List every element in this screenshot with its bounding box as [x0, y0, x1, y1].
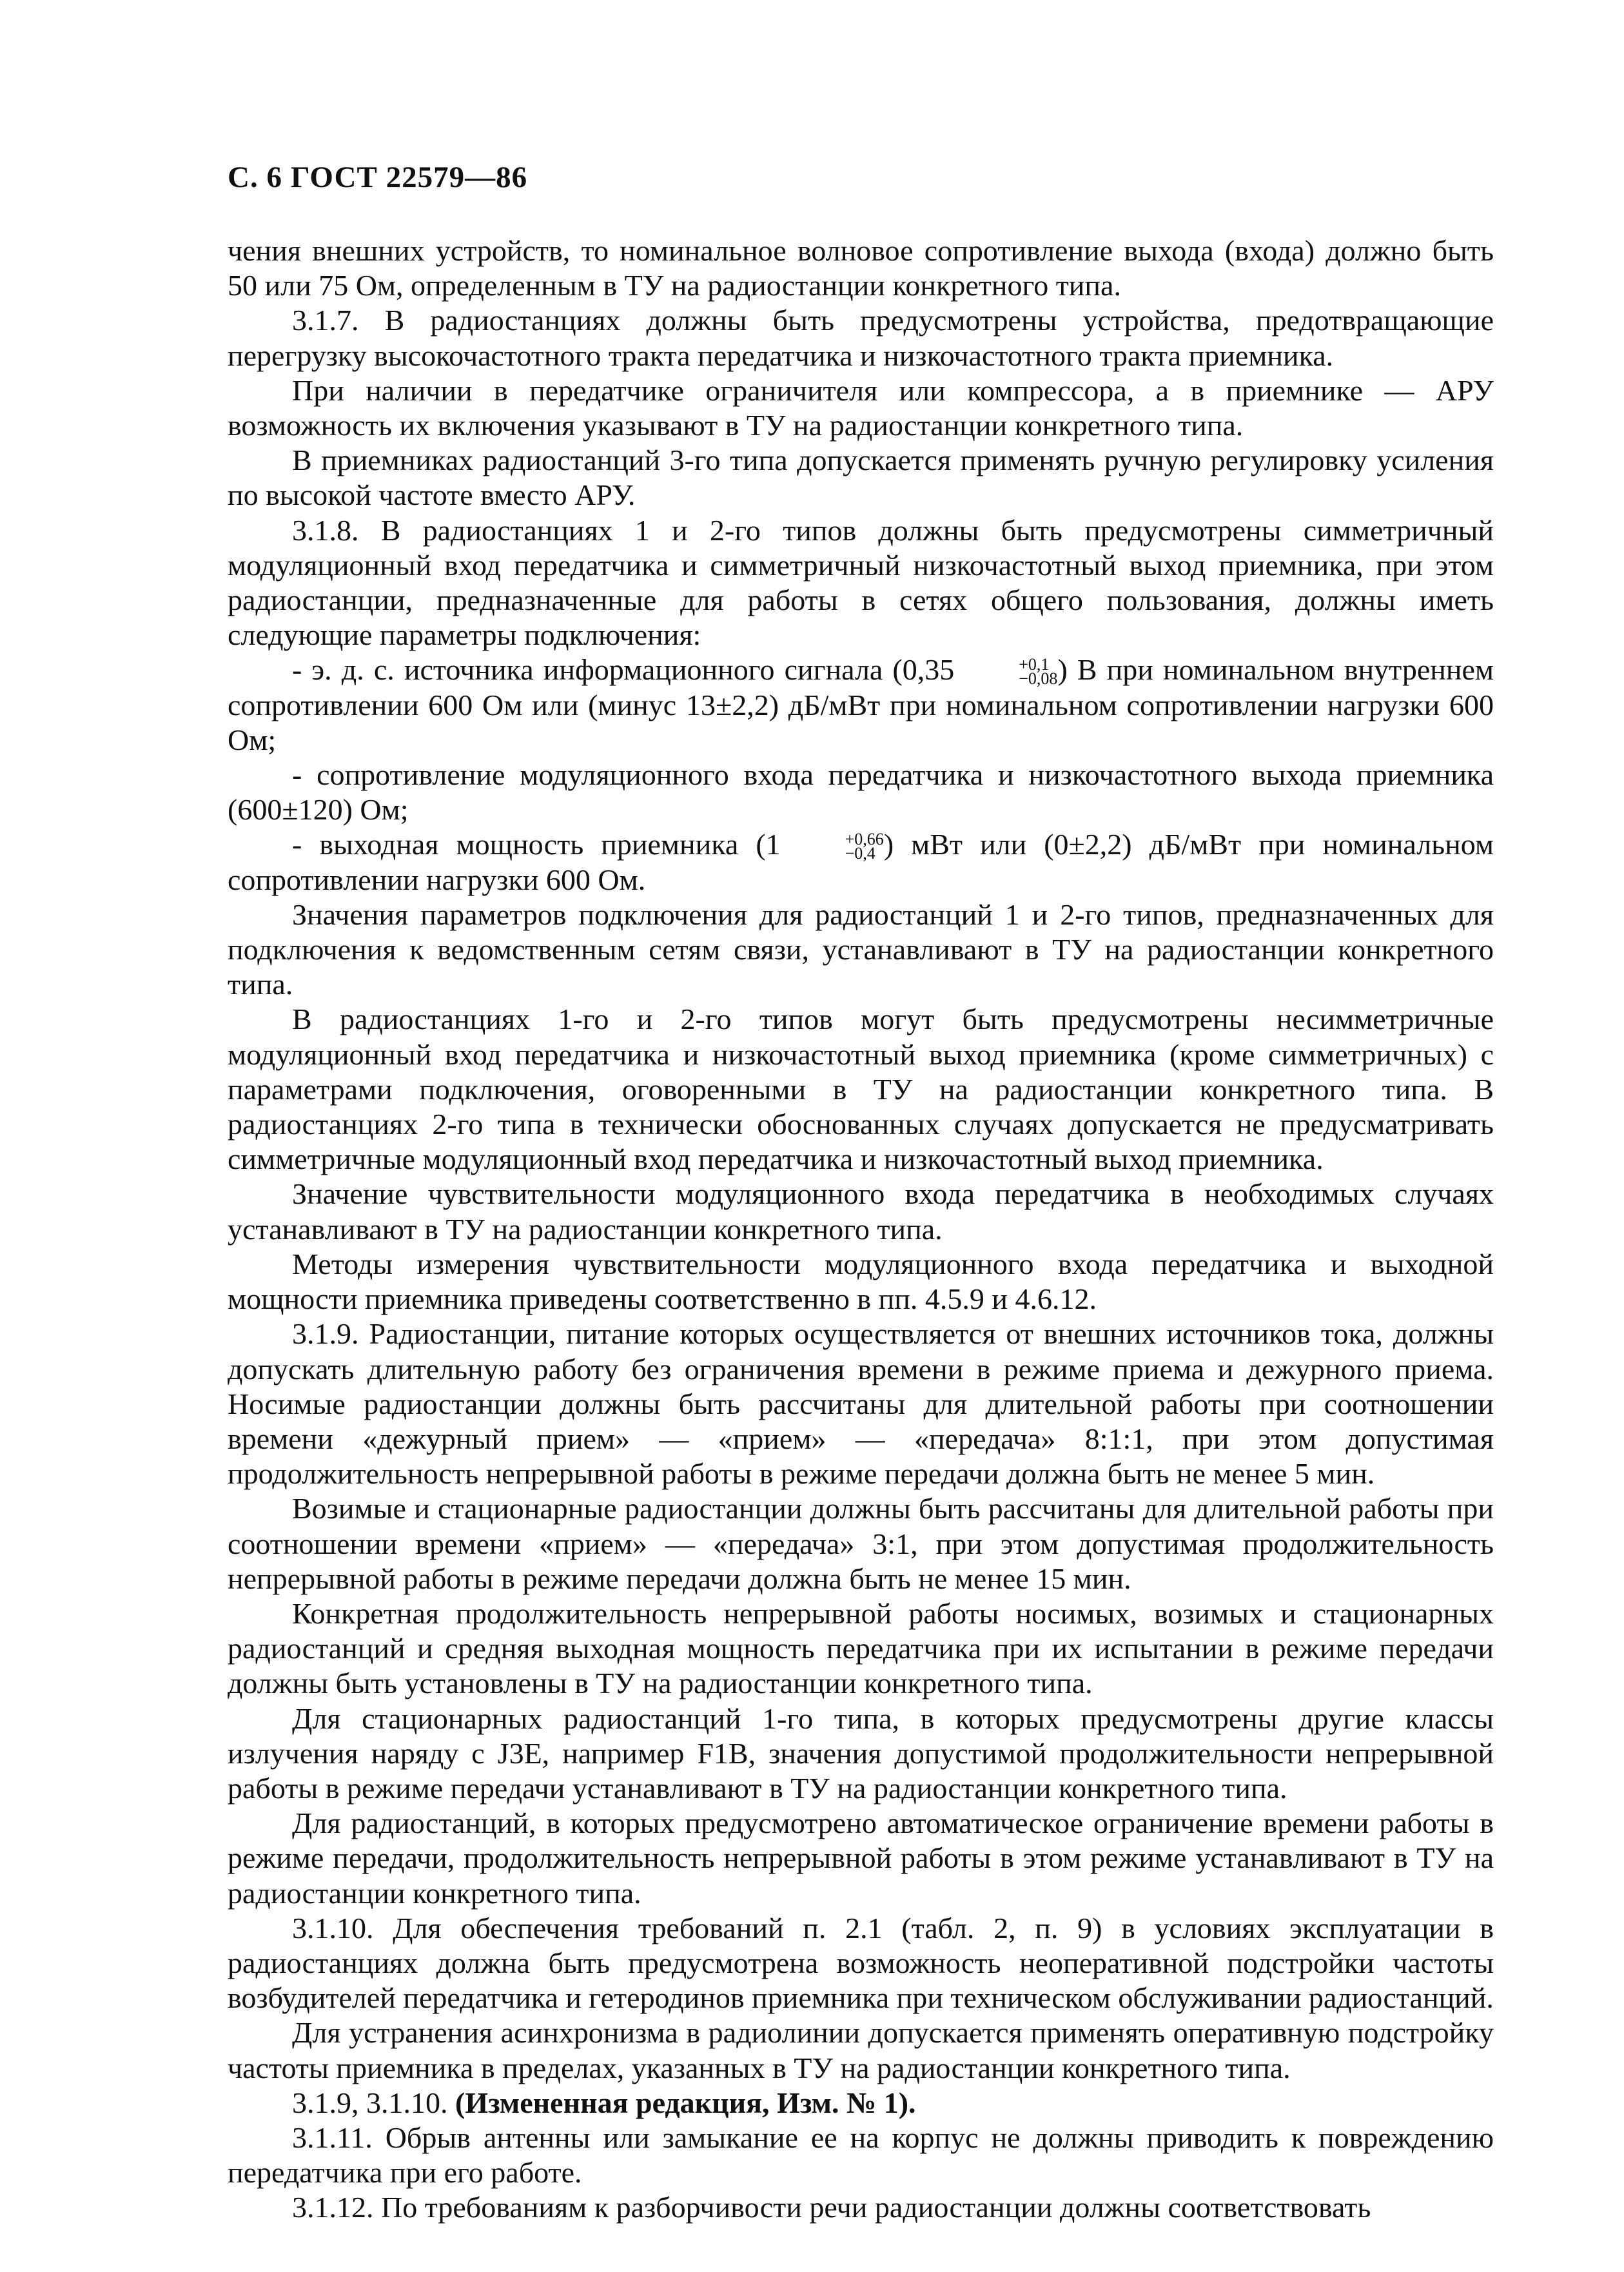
- paragraph: В приемниках радиостанций 3-го типа допускается применять ручную регулировку усиления по высокой частоте вместо АРУ.: [228, 444, 1494, 512]
- paragraph: 3.1.9. Радиостанции, питание которых осуществляется от внешних источников тока, должны допускать длительную работу без ограничения времени в режиме приема и дежурного приема. Носимые радиостанции должны быть рассчитаны для длительной работы при соотношении времени «дежурный прием» — «прием» — «передача» 8:1:1, при этом допустимая продолжительность непрерывной работы в режиме передачи должна быть не менее 5 мин.: [228, 1317, 1494, 1491]
- tolerance: [954, 654, 1058, 688]
- list-item-text: - э. д. с. источника информационного сигнала (0,35: [292, 653, 955, 687]
- paragraph: Значения параметров подключения для радиостанций 1 и 2-го типов, предназначенных для подключения к ведомственным сетям связи, устанавливают в ТУ на радиостанции конкретного типа.: [228, 897, 1494, 1001]
- tolerance: [781, 829, 884, 863]
- paragraph: Значение чувствительности модуляционного входа передатчика в необходимых случаях устанавливают в ТУ на радиостанции конкретного типа.: [228, 1177, 1494, 1246]
- tolerance-upper: +0,1: [1019, 654, 1050, 674]
- clause-refs: 3.1.9, 3.1.10.: [292, 2086, 455, 2119]
- paragraph: Для стационарных радиостанций 1-го типа, в которых предусмотрены другие классы излучения наряду с J3E, например F1B, значения допустимой продолжительности непрерывной работы в режиме передачи устанавливают в ТУ на радиостанции конкретного типа.: [228, 1701, 1494, 1805]
- paragraph: 3.1.11. Обрыв антенны или замыкание ее на корпус не должны приводить к повреждению передатчика при его работе.: [228, 2120, 1494, 2189]
- paragraph: При наличии в передатчике ограничителя или компрессора, а в приемнике — АРУ возможность их включения указывают в ТУ на радиостанции конкретного типа.: [228, 373, 1494, 442]
- list-item: - сопротивление модуляционного входа передатчика и низкочастотного выхода приемника (600±120) Ом;: [228, 758, 1494, 827]
- paragraph: Для радиостанций, в которых предусмотрено автоматическое ограничение времени работы в режиме передачи, продолжительность непрерывной работы в этом режиме устанавливают в ТУ на радиостанции конкретного типа.: [228, 1807, 1494, 1910]
- paragraph: 3.1.10. Для обеспечения требований п. 2.1 (табл. 2, п. 9) в условиях эксплуатации в радиостанциях должна быть предусмотрена возможность неоперативной подстройки частоты возбудителей передатчика и гетеродинов приемника при техническом обслуживании радиостанций.: [228, 1911, 1494, 2015]
- paragraph: Для устранения асинхронизма в радиолинии допускается применять оперативную подстройку частоты приемника в пределах, указанных в ТУ на радиостанции конкретного типа.: [228, 2016, 1494, 2084]
- page-header: С. 6 ГОСТ 22579—86: [228, 161, 528, 194]
- list-item: [228, 652, 1494, 758]
- tolerance-lower: −0,08: [1019, 669, 1058, 688]
- list-item: [228, 827, 1494, 897]
- revision-label: (Измененная редакция, Изм. № 1).: [455, 2086, 916, 2119]
- revision-note: [228, 2086, 1494, 2120]
- tolerance-upper: +0,66: [845, 829, 884, 848]
- list-item-text: - выходная мощность приемника (1: [292, 828, 781, 861]
- paragraph: Конкретная продолжительность непрерывной работы носимых, возимых и стационарных радиостанций и средняя выходная мощность передатчика при их испытании в режиме передачи должны быть установлены в ТУ на радиостанции конкретного типа.: [228, 1596, 1494, 1700]
- paragraph: чения внешних устройств, то номинальное волновое сопротивление выхода (входа) должно быть 50 или 75 Ом, определенным в ТУ на радиостанции конкретного типа.: [228, 234, 1494, 302]
- paragraph: Методы измерения чувствительности модуляционного входа передатчика и выходной мощности приемника приведены соответственно в пп. 4.5.9 и 4.6.12.: [228, 1247, 1494, 1316]
- paragraph: 3.1.8. В радиостанциях 1 и 2-го типов должны быть предусмотрены симметричный модуляционный вход передатчика и симметричный низкочастотный выход приемника, при этом радиостанции, предназначенные для работы в сетях общего пользования, должны иметь следующие параметры подключения:: [228, 513, 1494, 652]
- paragraph: 3.1.12. По требованиям к разборчивости речи радиостанции должны соответствовать: [292, 2191, 1371, 2224]
- paragraph: 3.1.7. В радиостанциях должны быть предусмотрены устройства, предотвращающие перегрузку высокочастотного тракта передатчика и низкочастотного тракта приемника.: [228, 304, 1494, 372]
- tolerance-lower: −0,4: [845, 843, 876, 863]
- paragraph: Возимые и стационарные радиостанции должны быть рассчитаны для длительной работы при соотношении времени «прием» — «передача» 3:1, при этом допустимая продолжительность непрерывной работы в режиме передачи должна быть не менее 15 мин.: [228, 1492, 1494, 1595]
- document-body: [228, 233, 1494, 2226]
- list-item-text: ) В при номинальном внутреннем сопротивлении 600 Ом или (минус 13±2,2) дБ/мВт при номинальном сопротивлении нагрузки 600 Ом;: [228, 653, 1494, 756]
- list-item-text: ) мВт или (0±2,2) дБ/мВт при номинальном сопротивлении нагрузки 600 Ом.: [228, 828, 1494, 896]
- paragraph: В радиостанциях 1-го и 2-го типов могут быть предусмотрены несимметричные модуляционный вход передатчика и низкочастотный выход приемника (кроме симметричных) с параметрами подключения, оговоренными в ТУ на радиостанции конкретного типа. В радиостанциях 2-го типа в технически обоснованных случаях допускается не предусматривать симметричные модуляционный вход передатчика и низкочастотный выход приемника.: [228, 1003, 1494, 1176]
